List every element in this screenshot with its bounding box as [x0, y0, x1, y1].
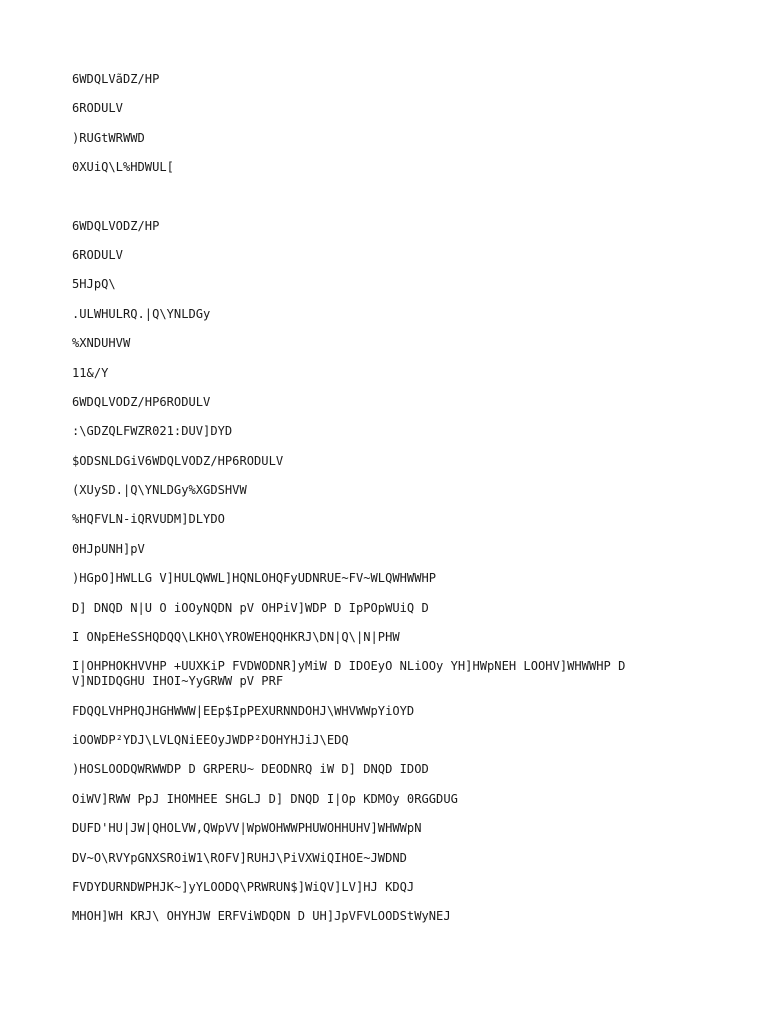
- text-line: $ODSNLDGiV6WDQLVODZ/HP6RODULV: [72, 454, 284, 468]
- text-line: (XUySD.|Q\YNLDGy%XGDSHVW: [72, 483, 247, 497]
- text-line: 11&/Y: [72, 366, 109, 380]
- text-line: OiWV]RWW PpJ IHOMHEE SHGLJ D] DNQD I|Op KDMOy 0RGGDUG: [72, 792, 458, 806]
- text-line: 0XUiQ\L%HDWUL[: [72, 160, 174, 174]
- text-line: 0HJpUNH]pV: [72, 542, 145, 556]
- text-line: )HGpO]HWLLG V]HULQWWL]HQNLOHQFyUDNRUE~FV~WLQWHWWHP: [72, 571, 437, 585]
- text-line: :\GDZQLFWZR021:DUV]DYD: [72, 424, 233, 438]
- text-line: .ULWHULRQ.|Q\YNLDGy: [72, 307, 211, 321]
- text-line: 6WDQLVODZ/HP: [72, 219, 160, 233]
- text-line: 6RODULV: [72, 248, 123, 262]
- text-line: I ONpEHeSSHQDQQ\LKHO\YROWEHQQHKRJ\DN|Q\|N|PHW: [72, 630, 400, 644]
- text-line: iOOWDP²YDJ\LVLQNiEEOyJWDP²DOHYHJiJ\EDQ: [72, 733, 349, 747]
- text-line: %XNDUHVW: [72, 336, 131, 350]
- text-line: FVDYDURNDWPHJK~]yYLOODQ\PRWRUN$]WiQV]LV]HJ KDQJ: [72, 880, 415, 894]
- text-line: 6WDQLVãDZ/HP: [72, 72, 160, 86]
- text-line: FDQQLVHPHQJHGHWWW|EEp$IpPEXURNNDOHJ\WHVWWpYiOYD: [72, 704, 415, 718]
- text-line: )HOSLOODQWRWWDP D GRPERU~ DEODNRQ iW D] DNQD IDOD: [72, 762, 429, 776]
- text-line: DUFD'HU|JW|QHOLVW,QWpVV|WpWOHWWPHUWOHHUHV]WHWWpN: [72, 821, 422, 835]
- text-line: 6RODULV: [72, 101, 123, 115]
- text-line: D] DNQD N|U O iOOyNQDN pV OHPiV]WDP D IpPOpWUiQ D: [72, 601, 429, 615]
- text-line: MHOH]WH KRJ\ OHYHJW ERFViWDQDN D UH]JpVFVLOODStWyNEJ: [72, 909, 451, 923]
- text-line: %HQFVLN-iQRVUDM]DLYDO: [72, 512, 225, 526]
- text-line: I|OHPHOKHVVHP +UUXKiP FVDWODNR]yMiW D IDOEyO NLiOOy YH]HWpNEH LOOHV]WHWWHP D V]NDIDQGHU IHOI~YyGRWW pV PRF: [72, 659, 633, 688]
- text-line: 5HJpQ\: [72, 277, 116, 291]
- text-line: 6WDQLVODZ/HP6RODULV: [72, 395, 211, 409]
- text-line: DV~O\RVYpGNXSROiW1\ROFV]RUHJ\PiVXWiQIHOE~JWDND: [72, 851, 407, 865]
- text-line: )RUGtWRWWD: [72, 131, 145, 145]
